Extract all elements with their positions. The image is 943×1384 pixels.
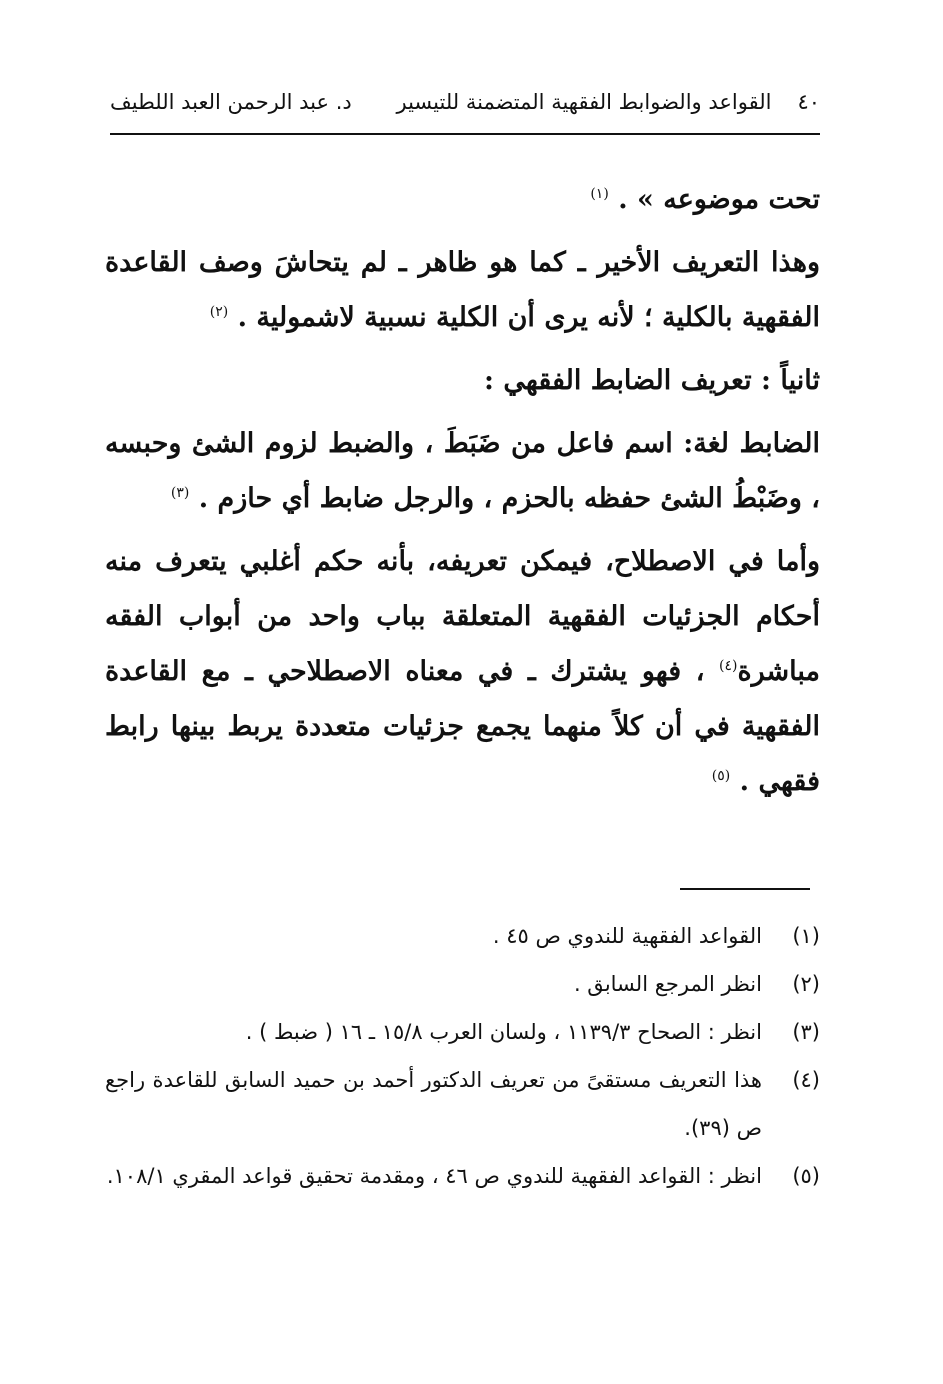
running-header [110, 84, 820, 120]
footnote-reference: (٥) [711, 768, 731, 784]
paragraph-text: وأما في الاصطلاح، فيمكن تعريفه، بأنه حكم أغلبي يتعرف منه أحكام الجزئيات الفقهية المتعلقة بباب واحد من أبواب الفقه مباشرة [105, 546, 820, 687]
footnote-item [105, 1008, 820, 1056]
footnote-reference: (١) [590, 186, 609, 202]
section-heading-text: ثانياً : تعريف الضابط الفقهي : [484, 365, 820, 396]
footnote-text: هذا التعريف مستقىً من تعريف الدكتور أحمد بن حميد السابق للقاعدة راجع ص (٣٩). [105, 1068, 762, 1140]
paragraph [105, 172, 820, 227]
paragraph-text: تحت موضوعه » . [618, 184, 820, 215]
footnote-number: (٢) [792, 972, 820, 996]
author-name: د. عبد الرحمن العبد اللطيف [110, 90, 352, 114]
footnote-item [105, 1056, 820, 1152]
footnote-text: انظر : الصحاح ١١٣٩/٣ ، ولسان العرب ١٥/٨ ـ ١٦ ( ضبط ) . [245, 1020, 762, 1044]
page-number: ٤٠ [797, 90, 820, 114]
header-rule [110, 133, 820, 135]
footnote-text: انظر : القواعد الفقهية للندوي ص ٤٦ ، ومقدمة تحقيق قواعد المقري ١٠٨/١. [106, 1164, 762, 1188]
paragraph-text: الضابط لغة: اسم فاعل من ضَبَطَ ، والضبط لزوم الشئ وحبسه ، وضَبْطُ الشئ حفظه بالحزم ، والرجل ضابط أي حازم . [105, 428, 820, 514]
footnote-number: (٥) [792, 1164, 820, 1188]
section-heading [105, 353, 820, 408]
footnote-text: انظر المرجع السابق . [573, 972, 762, 996]
footnote-item [105, 912, 820, 960]
paragraph-text: وهذا التعريف الأخير ـ كما هو ظاهر ـ لم يتحاشَ وصف القاعدة الفقهية بالكلية ؛ لأنه يرى أن الكلية نسبية لاشمولية . [105, 247, 820, 333]
footnote-reference: (٣) [170, 485, 190, 501]
book-title: القواعد والضوابط الفقهية المتضمنة للتيسير [396, 90, 772, 114]
paragraph [105, 235, 820, 345]
footnote-item [105, 1152, 820, 1200]
paragraph [105, 416, 820, 526]
footnote-number: (٤) [792, 1068, 820, 1092]
paragraph-text-continued: ، فهو يشترك ـ في معناه الاصطلاحي ـ مع القاعدة الفقهية في أن كلاً منهما يجمع جزئيات متعددة يربط بينها رابط فقهي . [105, 656, 820, 797]
footnote-separator [680, 888, 810, 890]
footnote-item [105, 960, 820, 1008]
footnotes [105, 912, 820, 1200]
paragraph [105, 534, 820, 809]
footnote-reference: (٤) [719, 658, 738, 674]
footnote-reference: (٢) [209, 304, 229, 320]
footnote-number: (١) [792, 924, 820, 948]
footnote-text: القواعد الفقهية للندوي ص ٤٥ . [492, 924, 762, 948]
main-text [105, 172, 820, 817]
footnote-number: (٣) [792, 1020, 820, 1044]
